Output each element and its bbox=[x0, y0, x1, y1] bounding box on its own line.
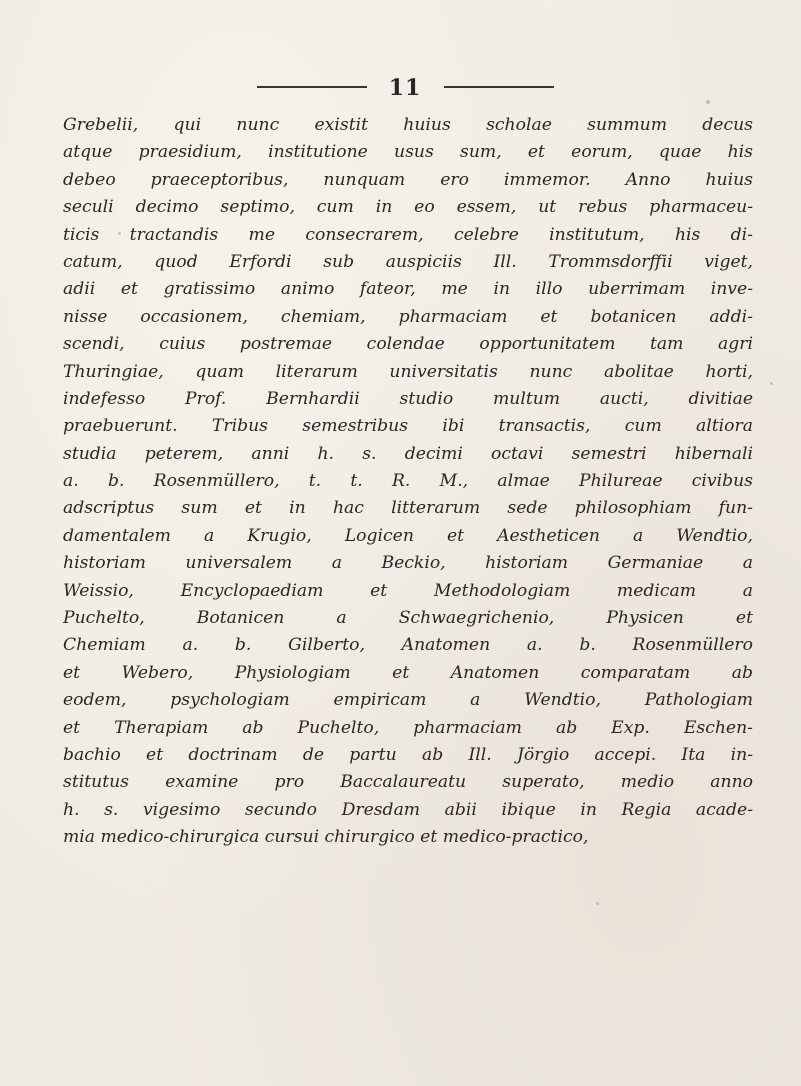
text-line: h. s. vigesimo secundo Dresdam abii ibique in Regia acade- bbox=[63, 799, 753, 820]
body-text bbox=[63, 112, 753, 852]
paper-speck bbox=[118, 232, 121, 235]
text-line: et Webero, Physiologiam et Anatomen comparatam ab bbox=[63, 662, 753, 683]
text-line: atque praesidium, institutione usus sum, et eorum, quae his bbox=[63, 142, 753, 163]
text-line: bachio et doctrinam de partu ab Ill. Jörgio accepi. Ita in- bbox=[63, 744, 753, 765]
text-line: praebuerunt. Tribus semestribus ibi transactis, cum altiora bbox=[63, 416, 753, 437]
paper-speck bbox=[596, 902, 599, 905]
text-line: Puchelto, Botanicen a Schwaegrichenio, Physicen et bbox=[63, 608, 753, 629]
text-line: indefesso Prof. Bernhardii studio multum aucti, divitiae bbox=[63, 388, 753, 409]
page-number: 11 bbox=[388, 75, 422, 101]
text-line: eodem, psychologiam empiricam a Wendtio, Pathologiam bbox=[63, 690, 753, 711]
text-line: Weissio, Encyclopaediam et Methodologiam medicam a bbox=[63, 580, 753, 601]
text-line: adii et gratissimo animo fateor, me in illo uberrimam inve- bbox=[63, 279, 753, 300]
text-line: et Therapiam ab Puchelto, pharmaciam ab Exp. Eschen- bbox=[63, 717, 753, 738]
text-line: a. b. Rosenmüllero, t. t. R. M., almae Philureae civibus bbox=[63, 471, 753, 492]
text-line: scendi, cuius postremae colendae opportunitatem tam agri bbox=[63, 334, 753, 355]
text-line: ticis tractandis me consecrarem, celebre institutum, his di- bbox=[63, 224, 753, 245]
text-line: seculi decimo septimo, cum in eo essem, ut rebus pharmaceu- bbox=[63, 197, 753, 218]
text-line: historiam universalem a Beckio, historiam Germaniae a bbox=[63, 553, 753, 574]
text-line: Thuringiae, quam literarum universitatis nunc abolitae horti, bbox=[63, 361, 753, 382]
text-line: mia medico-chirurgica cursui chirurgico et medico-practico, bbox=[63, 827, 589, 848]
paper-speck bbox=[770, 382, 773, 385]
header-rule-right bbox=[444, 86, 554, 88]
text-line: adscriptus sum et in hac litterarum sede philosophiam fun- bbox=[63, 498, 753, 519]
text-line: Grebelii, qui nunc existit huius scholae summum decus bbox=[63, 115, 753, 135]
text-line: stitutus examine pro Baccalaureatu superato, medio anno bbox=[63, 772, 753, 793]
text-line: studia peterem, anni h. s. decimi octavi semestri hibernali bbox=[63, 443, 753, 464]
text-line: debeo praeceptoribus, nunquam ero immemor. Anno huius bbox=[63, 169, 753, 190]
text-line: nisse occasionem, chemiam, pharmaciam et botanicen addi- bbox=[63, 306, 753, 327]
page-header bbox=[0, 74, 801, 102]
text-line: Chemiam a. b. Gilberto, Anatomen a. b. Rosenmüllero bbox=[63, 635, 753, 656]
text-line: damentalem a Krugio, Logicen et Aestheticen a Wendtio, bbox=[63, 525, 753, 546]
text-line: catum, quod Erfordi sub auspiciis Ill. Trommsdorffii viget, bbox=[63, 251, 753, 272]
header-rule-left bbox=[257, 86, 367, 88]
paper-speck bbox=[706, 100, 710, 104]
